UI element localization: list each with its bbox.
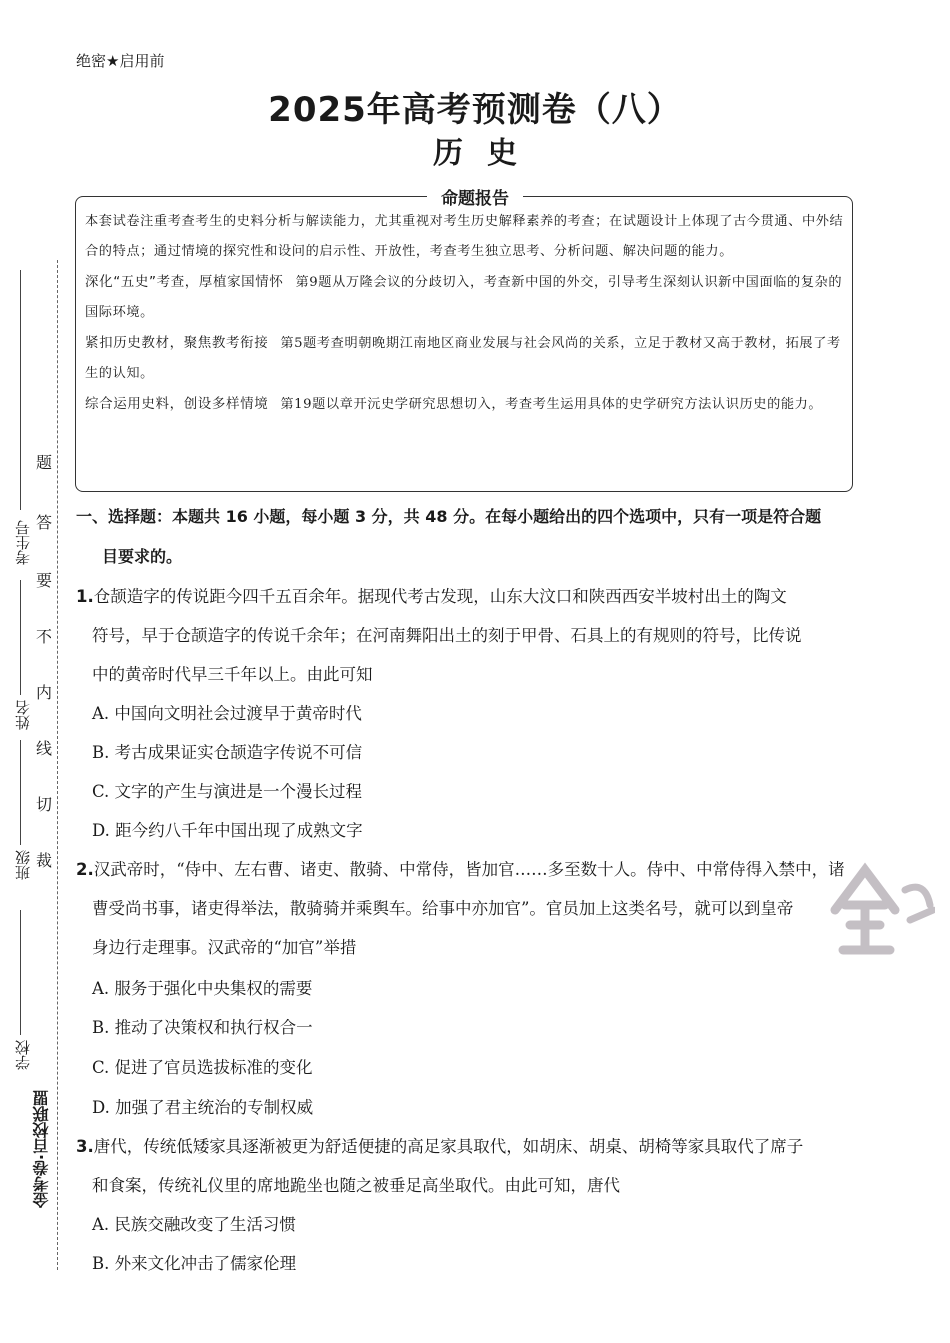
seal-char: 要: [36, 571, 53, 590]
report-body: [85, 207, 845, 420]
report-item-text: 第5题考查明朝晚期江南地区商业发展与社会风尚的关系，立足于教材又高于教材，拓展了考生的认知。: [85, 336, 841, 381]
section-instructions-cont: 目要求的。: [102, 547, 183, 566]
question-line: [76, 1133, 803, 1157]
report-item-head: 深化“五史”考查，厚植家国情怀: [85, 274, 284, 290]
watermark-stamp: [815, 850, 935, 960]
seal-char: 线: [36, 739, 53, 758]
class-blank: [20, 740, 21, 845]
report-item-text: 第9题从万隆会议的分歧切入，考查新中国的外交，引导考生深刻认识新中国面临的复杂的国际环境。: [85, 275, 843, 320]
confidential-note: 绝密★启用前: [76, 52, 165, 70]
report-item: [85, 328, 845, 389]
margin-class-label: 班级: [14, 850, 32, 880]
question-line: [76, 583, 787, 607]
report-item-head: 紧扣历史教材，聚焦教考衔接: [85, 335, 269, 351]
answer-option: B. 推动了决策权和执行权合一: [92, 1018, 313, 1037]
margin-name-label: 姓名: [14, 700, 32, 730]
answer-option: A. 民族交融改变了生活习惯: [92, 1215, 296, 1234]
margin-exam-no-label: 考生号: [14, 520, 32, 565]
subject-text: 历史: [433, 136, 541, 171]
question-text: 唐代，传统低矮家具逐渐被更为舒适便捷的高足家具取代，如胡床、胡桌、胡椅等家具取代了席子: [93, 1137, 804, 1156]
question-text: 和食案，传统礼仪里的席地跪坐也随之被垂足高坐取代。由此可知，唐代: [92, 1176, 620, 1195]
seal-char: 切: [36, 795, 53, 814]
question-text: 中的黄帝时代早三千年以上。由此可知: [92, 665, 373, 684]
exam-no-blank: [20, 270, 21, 510]
report-heading: [0, 184, 950, 209]
answer-option: D. 加强了君主统治的专制权威: [92, 1098, 314, 1117]
report-intro: 本套试卷注重考查考生的史料分析与解读能力，尤其重视对考生历史解释素养的考查；在试题设计上体现了古今贯通、中外结合的特点；通过情境的探究性和设问的启示性、开放性，考查考生独立思考、分析问题、解决问题的能力。: [85, 214, 844, 259]
question-text: 汉武帝时，“侍中、左右曹、诸吏、散骑、中常侍，皆加官……多至数十人。侍中、中常侍得入禁中，诸: [93, 860, 845, 879]
question-text: 曹受尚书事，诸吏得举法，散骑骑并乘舆车。给事中亦加官”。官员加上这类名号，就可以到皇帝: [92, 899, 794, 918]
school-blank: [20, 910, 21, 1035]
cut-line: [57, 260, 58, 1270]
report-item: [85, 389, 845, 420]
margin-brand: 金考卷·百校联盟: [32, 1090, 51, 1209]
question-text: 符号，早于仓颉造字的传说千余年；在河南舞阳出土的刻于甲骨、石具上的有规则的符号，比传说: [92, 626, 802, 645]
answer-option: B. 考古成果证实仓颉造字传说不可信: [92, 743, 363, 762]
seal-char: 答: [36, 513, 53, 532]
question-text: 身边行走理事。汉武帝的“加官”举措: [92, 938, 357, 957]
page-title: 2025年高考预测卷（八）: [268, 90, 682, 130]
answer-option: A. 服务于强化中央集权的需要: [92, 979, 313, 998]
report-item-text: 第19题以章开沅史学研究思想切入，考查考生运用具体的史学研究方法认识历史的能力。: [280, 397, 823, 412]
answer-option: C. 促进了官员选拔标准的变化: [92, 1058, 313, 1077]
seal-char: 不: [36, 627, 53, 646]
name-blank: [20, 580, 21, 695]
section-instructions: 一、选择题：本题共 16 小题，每小题 3 分，共 48 分。在每小题给出的四个选项中，只有一项是符合题: [76, 507, 822, 526]
report-heading-text: 命题报告: [427, 189, 523, 209]
answer-option: D. 距今约八千年中国出现了成熟文字: [92, 821, 363, 840]
report-item: [85, 267, 845, 328]
question-text: 仓颉造字的传说距今四千五百余年。据现代考古发现，山东大汶口和陕西西安半坡村出土的陶文: [93, 587, 787, 606]
question-number: 1.: [76, 587, 94, 606]
seal-char: 题: [36, 453, 53, 472]
seal-char: 内: [36, 683, 53, 702]
answer-option: C. 文字的产生与演进是一个漫长过程: [92, 782, 363, 801]
report-item-head: 综合运用史料，创设多样情境: [85, 396, 269, 412]
question-line: [76, 856, 845, 880]
question-number: 3.: [76, 1137, 94, 1156]
subject-title: [0, 128, 950, 172]
question-number: 2.: [76, 860, 94, 879]
answer-option: B. 外来文化冲击了儒家伦理: [92, 1254, 297, 1273]
seal-char: 裁: [36, 851, 53, 870]
answer-option: A. 中国向文明社会过渡早于黄帝时代: [92, 704, 362, 723]
margin-school-label: 学校: [14, 1040, 32, 1070]
